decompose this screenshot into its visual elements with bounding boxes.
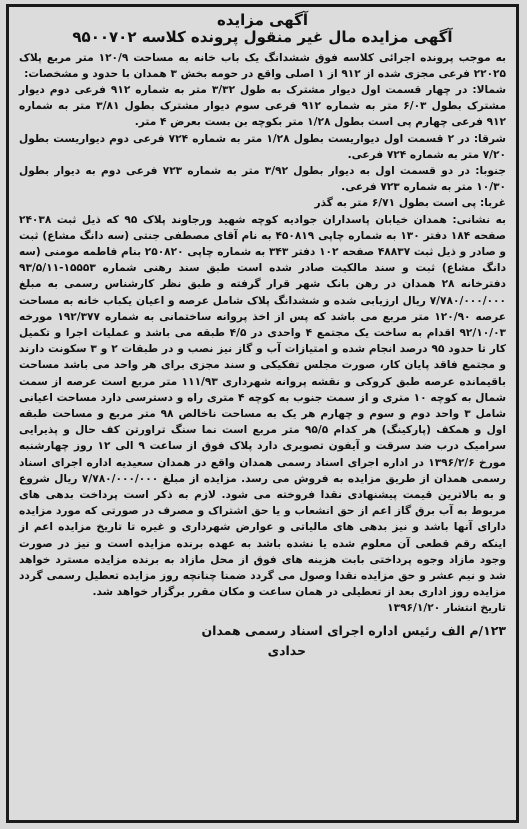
- east-boundary: شرقا: در ۲ قسمت اول دیواریست بطول ۱/۲۸ متر به شماره ۷۲۴ فرعی دوم دیواریست بطول ۷/۲۰ متر به شماره ۷۲۴ فرعی.: [19, 132, 506, 161]
- signature-block: [19, 621, 506, 661]
- notice-frame: [6, 4, 519, 823]
- west-boundary: غربا: پی است بطول ۶/۷۱ متر به گذر: [314, 197, 506, 210]
- notice-header: [19, 12, 506, 47]
- address-and-terms: به نشانی: همدان خیابان پاسداران جوادیه کوچه شهید ورجاوند پلاک ۹۵ که ذیل ثبت ۲۴۰۳۸ صفحه ۱۸۴ دفتر ۱۳۰ به شماره چاپی ۴۵۰۸۱۹ به نام آقای مصطفی جنتی (سه دانگ مشاع) ثبت و صادر و ذیل ثبت ۴۸۸۳۷ صفحه ۱۰۲ دفتر ۳۴۳ به شماره چاپی ۲۵۰۸۲۰ بنام فاطمه مومنی (سه دانگ مشاع) ثبت و سند مالکیت صادر شده است طبق سند رهنی شماره ۱۵۵۵۳-۹۳/۵/۱۱ دفترخانه ۲۸ همدان در رهن بانک شهر قرار گرفته و طبق نظر کارشناس رسمی به مبلغ ۷/۷۸۰/۰۰۰/۰۰۰ ریال ارزیابی شده و ششدانگ پلاک شامل عرصه و اعیان یکباب خانه به مساحت عرصه ۱۲۰/۹۰ متر مربع می باشد که پس از اخذ پروانه ساختمانی به شماره ۱۹۲/۳۷۷ مورخه ۹۲/۱۰/۰۳ اقدام به ساخت یک مجتمع ۴ واحدی در ۴/۵ طبقه می باشد و عملیات اجرا و تکمیل کار تا حدود ۹۵ درصد انجام شده و امتیازات آب و گاز نیز نصب و در طبقات ۲ و ۳ سکونت دارند و مجتمع فاقد پایان کار، صورت مجلس تفکیکی و سند مجزی برای هر واحد می باشد مساحت باقیمانده عرصه طبق کروکی و نقشه پروانه شهرداری ۱۱۱/۹۳ متر مربع است عرصه از سمت شمال به کوچه ۱۰ متری و از سمت جنوب به کوچه ۴ متری راه و دسترسی دارد مساحت اعیانی شامل ۳ واحد دوم و سوم و چهارم هر یک به مساحت ناخالص ۹۸ متر مربع و مساحت طبقه اول و همکف (پارکینگ) هر کدام ۹۵/۵ متر مربع است نما سنگ تراورتن کف حال و پذیرایی سرامیک درب ضد سرقت و آیفون تصویری دارد پلاک فوق از ساعت ۹ الی ۱۲ روز چهارشنبه مورخ ۱۳۹۶/۲/۶ در اداره اجرای اسناد رسمی همدان واقع در همدان سعیدیه اداره اجرای اسناد رسمی همدان از طریق مزایده به فروش می رسد. مزایده از مبلغ ۷/۷۸۰/۰۰۰/۰۰۰ ریال شروع و به بالاترین قیمت پیشنهادی نقدا فروخته می شود. لازم به ذکر است پرداخت بدهی های مربوط به آب برق گاز اعم از حق انشعاب و یا حق اشتراک و مصرف در صورتی که مورد مزایده دارای آنها باشد و نیز بدهی های مالیاتی و عوارض شهرداری و غیره تا تاریخ مزایده اعم از اینکه رقم قطعی آن معلوم شده یا نشده باشد به عهده برنده مزایده است و نیز در صورت وجود مازاد وجوه پرداختی بابت هزینه های فوق از محل مازاد به برنده مزایده مسترد خواهد شد و نیم عشر و حق مزایده نقدا وصول می گردد ضمنا چنانچه روز مزایده تعطیل رسمی گردد مزایده روز اداری بعد از تعطیلی در همان ساعت و مکان مقرر برگزار خواهد شد.: [19, 213, 507, 599]
- notice-title: آگهی مزایده: [216, 11, 309, 29]
- south-boundary: جنوبا: در دو قسمت اول به دیوار بطول ۳/۹۲ متر به شماره ۷۲۳ فرعی دوم به دیوار بطول ۱۰/۳۰ متر به شماره ۷۲۳ فرعی.: [19, 164, 506, 194]
- notice-subtitle: آگهی مزایده مال غیر منقول پرونده کلاسه ۹۵۰۰۷۰۲: [72, 28, 453, 47]
- signatory-name: حدادی: [267, 642, 306, 658]
- intro-paragraph: به موجب پرونده اجرائی کلاسه فوق ششدانگ یک باب خانه به مساحت ۱۲۰/۹ متر مربع پلاک ۲۲۰۲۵ فرعی مجزی شده از ۹۱۲ از ۱ اصلی واقع در حومه بخش ۳ همدان با حدود و مشخصات:: [19, 51, 506, 80]
- north-boundary: شمالا: در چهار قسمت اول دیوار مشترک به طول ۳/۳۲ متر به شماره ۹۱۲ فرعی دوم دیوار مشترک بطول ۶/۰۳ متر به شماره ۹۱۲ فرعی سوم دیوار مشترک بطول ۳/۸۱ متر به شماره ۹۱۲ فرعی چهارم پی است بطول ۱/۲۸ متر بکوچه بن بست بعرض ۴ متر.: [19, 83, 507, 129]
- publish-date: تاریخ انتشار ۱۳۹۶/۱/۲۰: [387, 602, 506, 615]
- signature-line: ۱۲۳/م الف رئیس اداره اجرای اسناد رسمی همدان: [201, 622, 506, 638]
